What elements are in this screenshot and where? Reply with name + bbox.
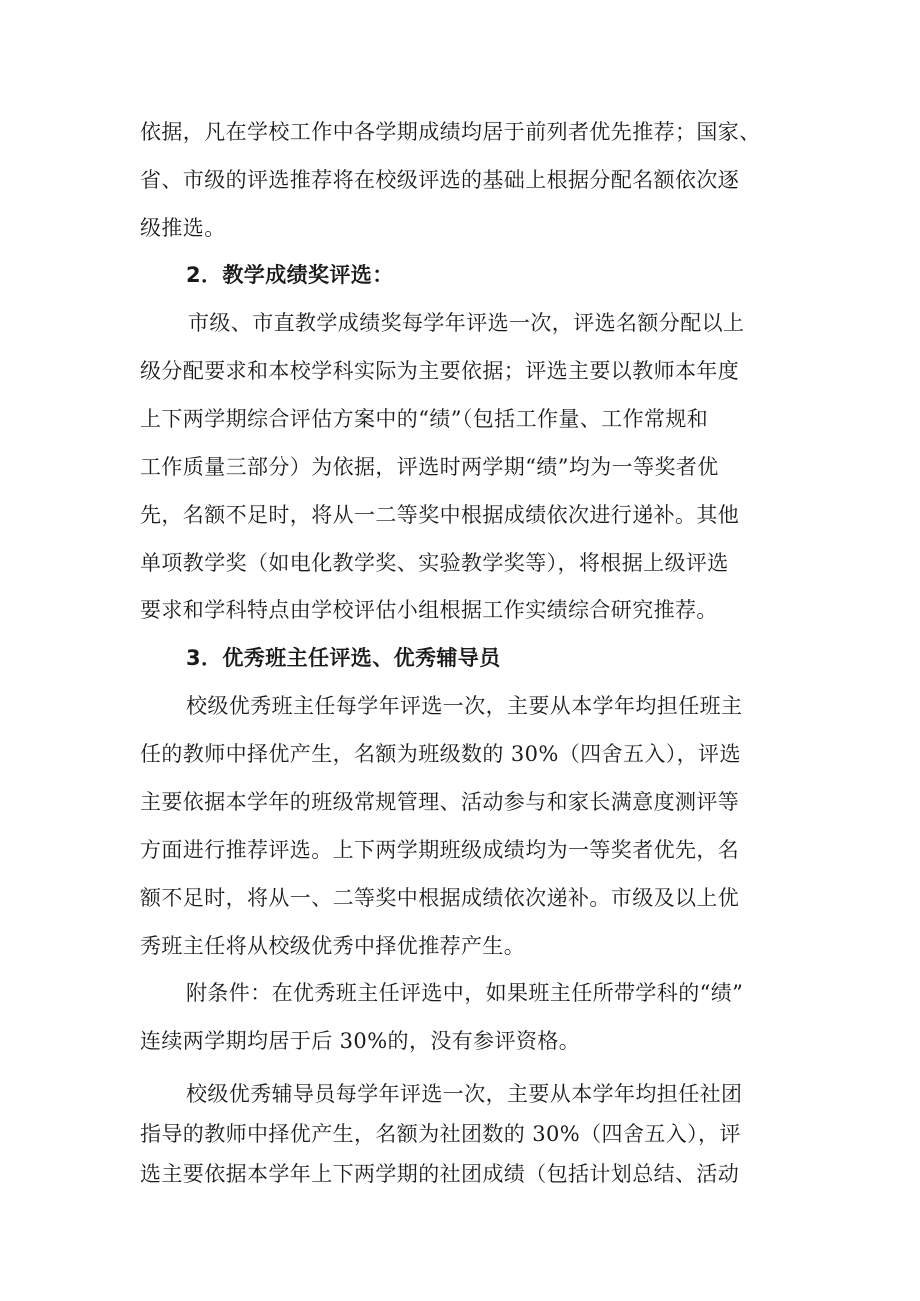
paragraph-line: 任的教师中择优产生，名额为班级数的 30%（四舍五入），评选: [140, 742, 741, 766]
paragraph-line: 省、市级的评选推荐将在校级评选的基础上根据分配名额依次逐: [140, 168, 740, 192]
paragraph-line: 要求和学科特点由学校评估小组根据工作实绩综合研究推荐。: [140, 598, 718, 622]
paragraph-line: 方面进行推荐评选。上下两学期班级成绩均为一等奖者优先，名: [140, 838, 740, 862]
paragraph-line: 市级、市直教学成绩奖每学年评选一次，评选名额分配以上: [188, 311, 745, 335]
paragraph-line: 级推选。: [140, 216, 226, 240]
counselor-line: 指导的教师中择优产生，名额为社团数的 30%（四舍五入），评: [140, 1122, 741, 1146]
paragraph-line: 依据，凡在学校工作中各学期成绩均居于前列者优先推荐；国家、: [140, 120, 761, 144]
paragraph-line: 单项教学奖（如电化教学奖、实验教学奖等），将根据上级评选: [140, 551, 729, 575]
paragraph-line: 主要依据本学年的班级常规管理、活动参与和家长满意度测评等: [140, 790, 740, 814]
paragraph-line: 工作质量三部分）为依据，评选时两学期“绩”均为一等奖者优: [140, 455, 719, 479]
section-heading-teaching-award: 2．教学成绩奖评选：: [186, 263, 394, 287]
section-heading-excellent-teacher: 3．优秀班主任评选、优秀辅导员: [186, 646, 501, 670]
paragraph-line: 校级优秀班主任每学年评选一次，主要从本学年均担任班主: [186, 694, 743, 718]
counselor-line: 校级优秀辅导员每学年评选一次，主要从本学年均担任社团: [186, 1082, 743, 1106]
paragraph-line: 上下两学期综合评估方案中的“绩”（包括工作量、工作常规和: [140, 407, 709, 431]
condition-line: 连续两学期均居于后 30%的，没有参评资格。: [140, 1029, 581, 1053]
paragraph-line: 秀班主任将从校级优秀中择优推荐产生。: [140, 934, 526, 958]
paragraph-line: 先，名额不足时，将从一二等奖中根据成绩依次进行递补。其他: [140, 503, 740, 527]
condition-line: 附条件：在优秀班主任评选中，如果班主任所带学科的“绩”: [186, 981, 744, 1005]
counselor-line: 选主要依据本学年上下两学期的社团成绩（包括计划总结、活动: [140, 1162, 740, 1186]
paragraph-line: 级分配要求和本校学科实际为主要依据；评选主要以教师本年度: [140, 359, 740, 383]
paragraph-line: 额不足时，将从一、二等奖中根据成绩依次递补。市级及以上优: [140, 886, 740, 910]
